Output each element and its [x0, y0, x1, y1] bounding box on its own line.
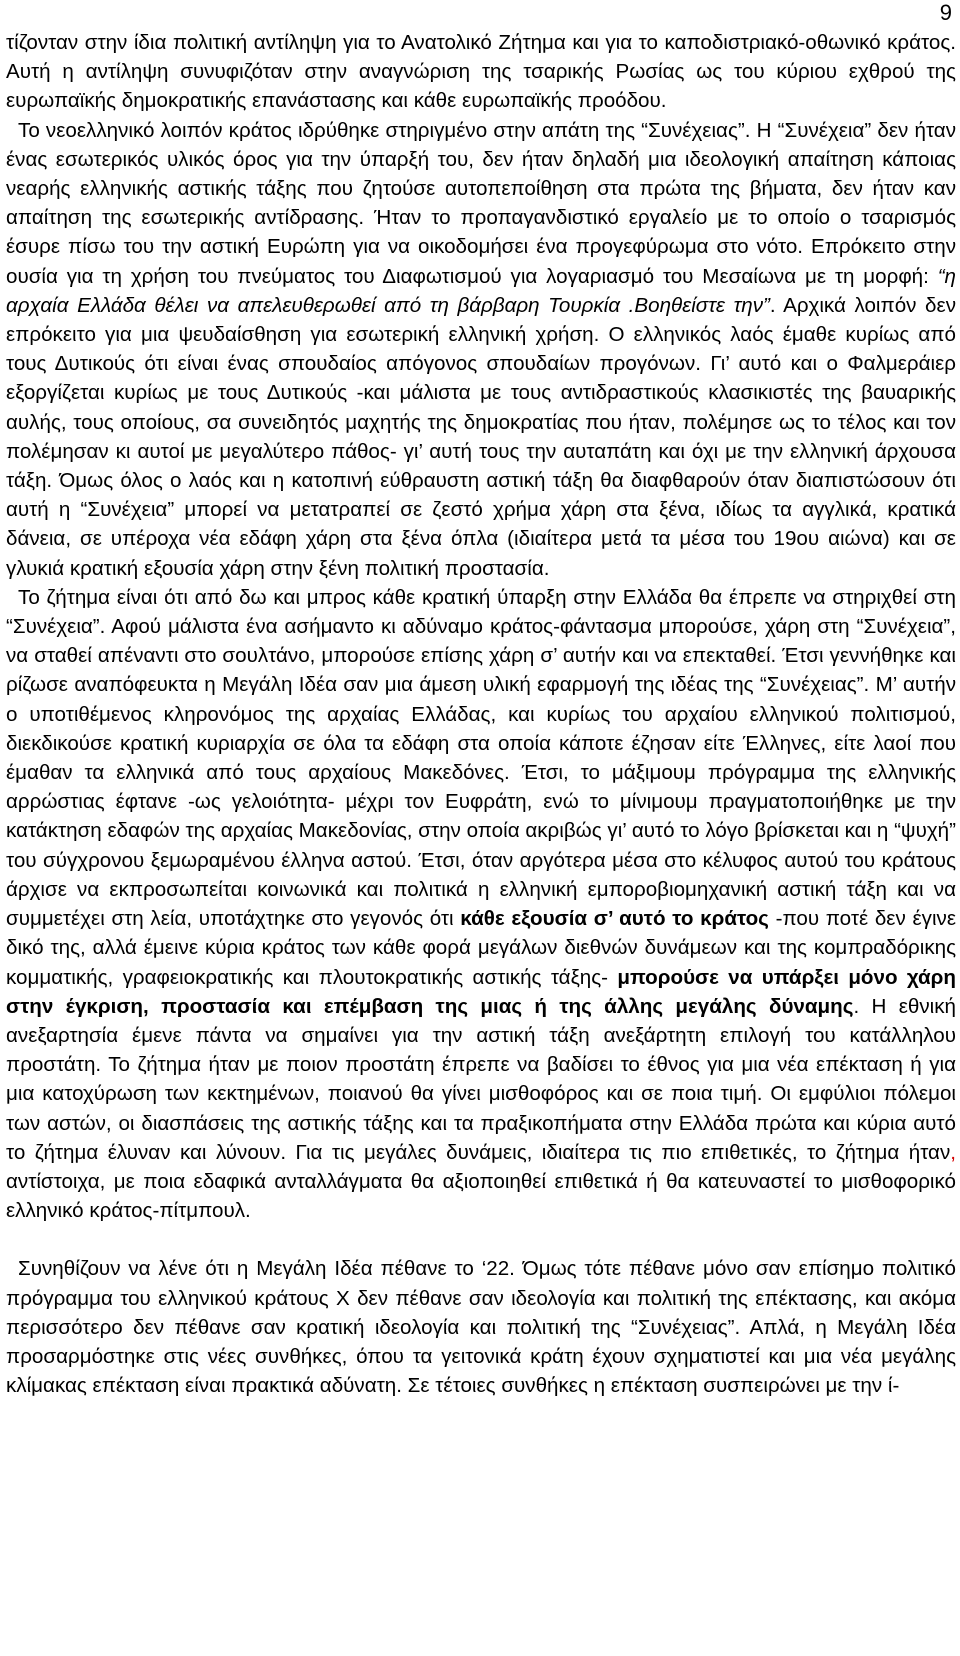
paragraph-text: Το νεοελληνικό λοιπόν κράτος ιδρύθηκε στηριγμένο στην απάτη της “Συνέχειας”. Η “Συνέχεια” δεν ήταν ένας εσωτερικός υλικός όρος για την ύπαρξή του, δεν ήταν δηλαδή μια ιδεολογική απαίτηση κάποιας νεαρής ελληνικής αστικής τάξης που ζητούσε αυτοπεποίθηση στα πρώτα της βήματα, δεν ήταν καν απαίτηση της εσωτερικής αντίδρασης. Ήταν το προπαγανδιστικό εργαλείο με το οποίο ο τσαρισμός έσυρε πίσω του την αστική Ευρώπη για να οικοδομήσει ένα προγεφύρωμα στο νότο. Επρόκειτο στην ουσία για τη χρήση του πνεύματος του Διαφωτισμού για λογαριασμό του Μεσαίωνα με τη μορφή: — [6, 118, 956, 288]
bold-emphasis: κάθε εξουσία σ’ αυτό το κράτος — [460, 907, 769, 931]
bold-emphasis: μπορούσε να υπάρξει μόνο χάρη στην έγκριση, προστασία και επέμβαση της μιας ή της άλλης μεγάλης δύναμης — [6, 965, 956, 1018]
paragraph-death-of-idea: Συνηθίζουν να λένε ότι η Μεγάλη Ιδέα πέθανε το ‘22. Όμως τότε πέθανε μόνο σαν επίσημο πολιτικό πρόγραμμα του ελληνικού κράτους Χ δεν πέθανε σαν ιδεολογία και πολιτική της επέκτασης, και ακόμα περισσότερο δεν πέθανε σαν κρατική ιδεολογία και πολιτική της “Συνέχειας”. Απλά, η Μεγάλη Ιδέα προσαρμόστηκε στις νέες συνθήκες, όπου τα γειτονικά κράτη έχουν σχηματιστεί και μια νέα μεγάλης κλίμακας επέκταση είναι πρακτικά αδύνατη. Σε τέτοιες συνθήκες η επέκταση συσπειρώνει με την ί- — [6, 1257, 956, 1398]
paragraph-text: αντίστοιχα, με ποια εδαφικά ανταλλάγματα θα αξιοποιηθεί επιθετικά ή θα κατευναστεί το μισθοφορικό ελληνικό κράτος-πίτμπουλ. — [6, 1169, 956, 1223]
paragraph-text: . Η εθνική ανεξαρτησία έμενε πάντα να σημαίνει για την αστική τάξη ανεξάρτητη επιλογή του κατάλληλου προστάτη. Το ζήτημα ήταν με ποιον προστάτη έπρεπε να βαδίσει το έθνος για μια νέα επέκταση ή για μια κατοχύρωση των κεκτημένων, ποιανού θα γίνει μισθοφόρος και σε ποια τιμή. Οι εμφύλιοι πόλεμοι των αστών, οι διασπάσεις της αστικής τάξης και τα πραξικοπήματα στην Ελλάδα πρώτα και κύρια αυτό το ζήτημα έλυναν και λύνουν. Για τις μεγάλες δυνάμεις, ιδιαίτερα τις πιο επιθετικές, το ζήτημα ήταν — [6, 994, 956, 1164]
paragraph-text: . Αρχικά λοιπόν δεν επρόκειτο για μια ψευδαίσθηση για εσωτερική ελληνική χρήση. Ο ελληνικός λαός έμαθε κυρίως από τους Δυτικούς ότι είναι ένας σπουδαίος απόγονος σπουδαίων προγόνων. Γι’ αυτό και ο Φαλμεράιερ εξοργίζεται κυρίως με τους Δυτικούς -και μάλιστα με τους αντιδραστικούς κλασικιστές της βαυαρικής αυλής, τους οποίους, σα συνειδητός μαχητής της δημοκρατίας που ήταν, πολέμησε ως το τέλος και τον πολέμησαν κι αυτοί με μεγαλύτερο πάθος- γι’ αυτή τους την αυταπάτη και όχι με την ελληνική άρχουσα τάξη. Όμως όλος ο λαός και η κατοπινή εύθραυστη αστική τάξη θα διαφθαρούν όταν διαπιστώσουν ότι αυτή η “Συνέχεια” μπορεί να μετατραπεί σε ζεστό χρήμα χάρη στα ξένα, ιδίως τα αγγλικά, κρατικά δάνεια, σε υπέροχα νέα εδάφη χάρη στα ξένα όπλα (ιδιαίτερα μετά τα μέσα του 19ου αιώνα) και σε γλυκιά κρατική εξουσία χάρη στην ξένη πολιτική προστασία. — [6, 293, 957, 580]
paragraph-continuation: τίζονταν στην ίδια πολιτική αντίληψη για το Ανατολικό Ζήτημα και για το καποδιστριακό-οθωνικό κράτος. Αυτή η αντίληψη συνυφιζόταν στην αναγνώριση της τσαρικής Ρωσίας ως του κύριου εχθρού της ευρωπαϊκής δημοκρατικής επανάστασης και κάθε ευρωπαϊκής προόδου. — [6, 31, 956, 113]
red-comma: , — [950, 1140, 956, 1164]
paragraph-synecheia-fraud — [6, 116, 956, 583]
document-body — [6, 28, 956, 1400]
paragraph-text: -που ποτέ δεν έγινε δικό της, αλλά έμεινε κύρια κράτος των κάθε φορά μεγάλων διεθνών δυνάμεων και της κομπραδόρικης κομματικής, γραφειοκρατικής και πλουτοκρατικής αστικής τάξης- — [6, 907, 957, 989]
italic-quote: “η αρχαία Ελλάδα θέλει να απελευθερωθεί από τη βάρβαρη Τουρκία .Βοηθείστε την” — [6, 264, 956, 317]
paragraph-text: Το ζήτημα είναι ότι από δω και μπρος κάθε κρατική ύπαρξη στην Ελλάδα θα έπρεπε να στηριχθεί στη “Συνέχεια”. Αφού μάλιστα ένα ασήμαντο κι αδύναμο κράτος-φάντασμα μπορούσε, χάρη στη “Συνέχεια”, να σταθεί απέναντι στο σουλτάνο, μπορούσε επίσης χάρη σ’ αυτήν και να επεκταθεί. Έτσι γεννήθηκε και ρίζωσε αναπόφευκτα η Μεγάλη Ιδέα σαν μια άμεση υλική εφαρμογή της ιδέας της “Συνέχειας”. Μ’ αυτήν ο υποτιθέμενος κληρονόμος της αρχαίας Ελλάδας, και κυρίως του αρχαίου ελληνικού πολιτισμού, διεκδικούσε κρατική κυριαρχία σε όλα τα εδάφη στα οποία κάποτε έζησαν είτε Έλληνες, είτε λαοί που έμαθαν τα ελληνικά από τους αρχαίους Μακεδόνες. Έτσι, το μάξιμουμ πρόγραμμα της ελληνικής αρρώστιας έφτανε -ως γελοιότητα- μέχρι τον Ευφράτη, ενώ το μίνιμουμ πραγματοποιήθηκε με την κατάκτηση εδαφών της αρχαίας Μακεδονίας, στην οποία ακριβώς γι’ αυτό το λόγο βρίσκεται και η “ψυχή” του σύγχρονου ξεμωραμένου έλληνα αστού. Έτσι, όταν αργότερα μέσα στο κέλυφος αυτού του κράτους άρχισε να εκπροσωπείται κοινωνικά και πολιτικά η ελληνική εμποροβιομηχανική αστική τάξη και να συμμετέχει στη λεία, υποτάχτηκε στο γεγονός ότι — [6, 585, 956, 931]
paragraph-megali-idea — [6, 583, 956, 1225]
page-number: 9 — [939, 0, 952, 25]
